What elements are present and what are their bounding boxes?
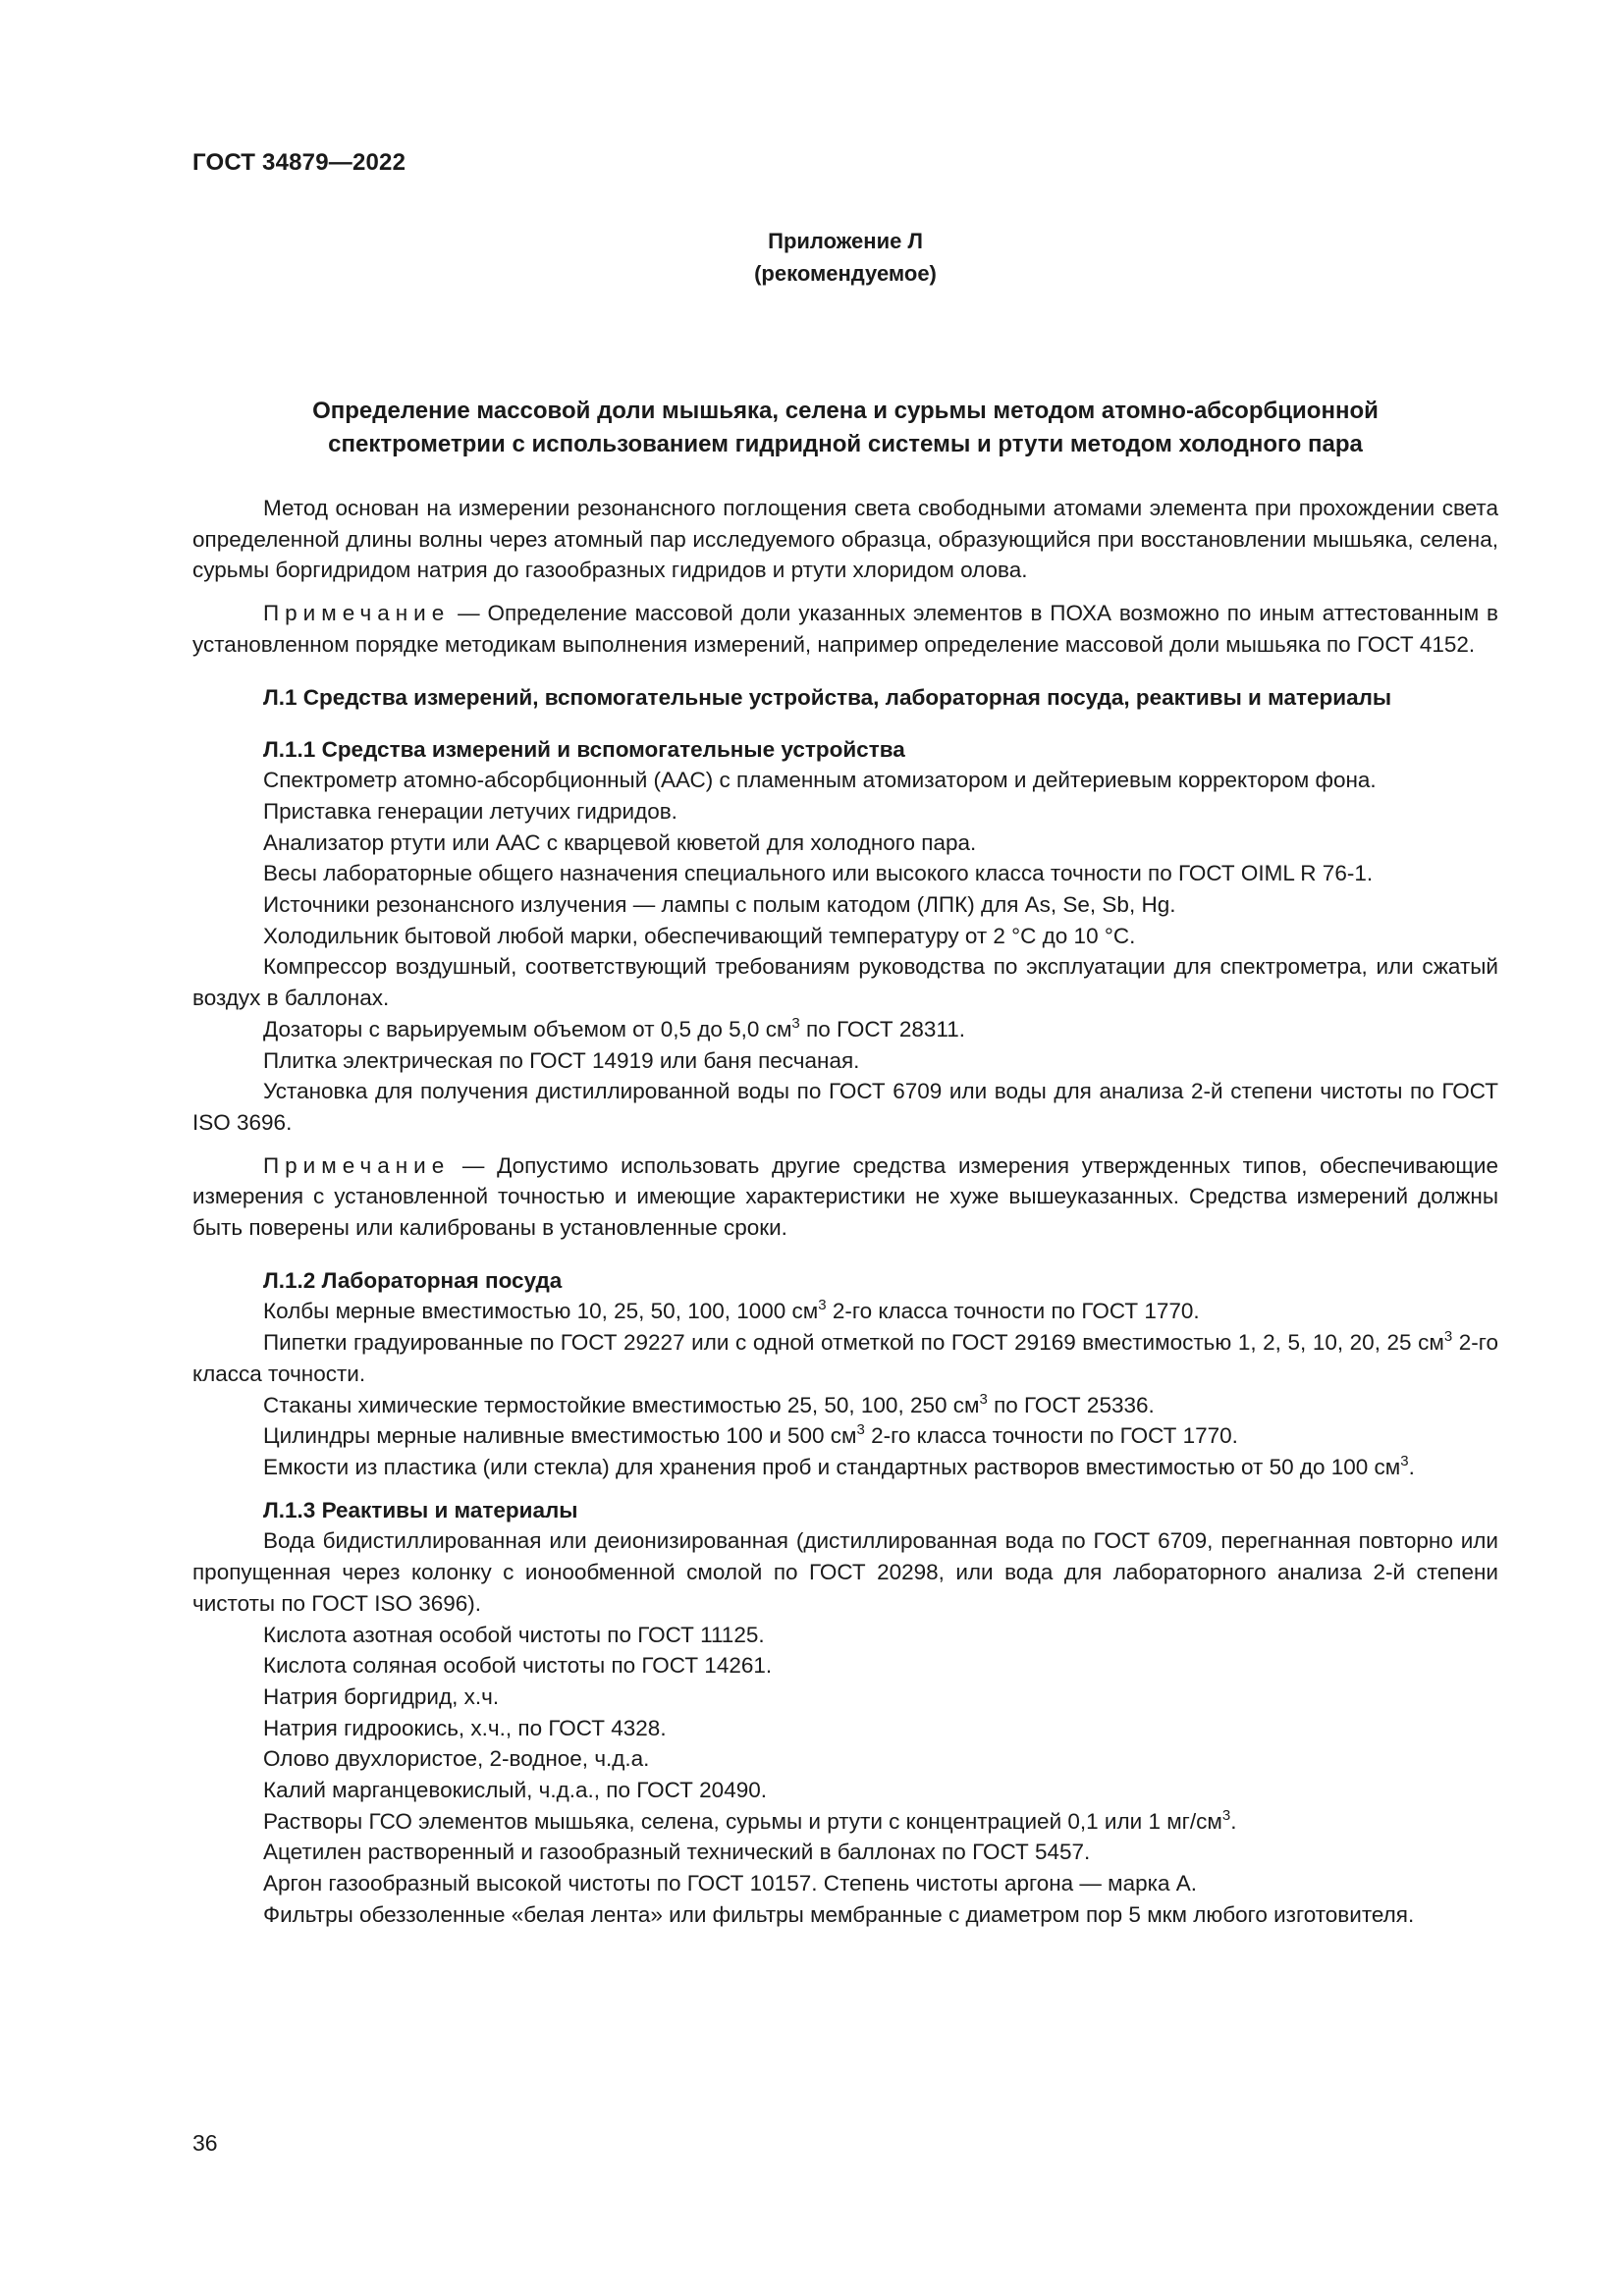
list-item: Емкости из пластика (или стекла) для хранения проб и стандартных растворов вместимостью от 50 до 100 $см^3$. bbox=[263, 1452, 1415, 1479]
list-item: Приставка генерации летучих гидридов. bbox=[263, 798, 677, 824]
section-heading-l1-1: Л.1.1 Средства измерений и вспомогательные устройства bbox=[263, 736, 905, 762]
list-item: Вода бидистиллированная или деионизированная (дистиллированная вода по ГОСТ 6709, перегнанная повторно или пропущенная через колонку с ионообменной смолой по ГОСТ 20298, или вода для лабораторного анализа 2-й степени чистоты по ГОСТ ISO 3696). bbox=[192, 1528, 1498, 1616]
appendix-title: Приложение Л bbox=[768, 229, 923, 253]
list-item: Калий марганцевокислый, ч.д.а., по ГОСТ 20490. bbox=[263, 1778, 767, 1803]
page-number: 36 bbox=[192, 2130, 218, 2156]
list-item: Фильтры обеззоленные «белая лента» или фильтры мембранные с диаметром пор 5 мкм любого изготовителя. bbox=[263, 1901, 1415, 1927]
note-label: Примечание bbox=[263, 601, 451, 626]
list-item: Натрия гидроокись, х.ч., по ГОСТ 4328. bbox=[263, 1715, 667, 1740]
list-item: Пипетки градуированные по ГОСТ 29227 или с одной отметкой по ГОСТ 29169 вместимостью 1, 2, 5, 10, 20, 25 $см^3$ 2-го класса точности. bbox=[192, 1328, 1498, 1386]
list-item: Олово двухлористое, 2-водное, ч.д.а. bbox=[263, 1746, 650, 1772]
intro-note bbox=[192, 598, 1498, 660]
list-item: Компрессор воздушный, соответствующий требованиям руководства по эксплуатации для спектрометра, или сжатый воздух в баллонах. bbox=[192, 954, 1498, 1011]
list-item: Установка для получения дистиллированной воды по ГОСТ 6709 или воды для анализа 2-й степени чистоты по ГОСТ ISO 3696. bbox=[192, 1079, 1498, 1135]
list-item: Кислота азотная особой чистоты по ГОСТ 11125. bbox=[263, 1622, 765, 1647]
list-item: Спектрометр атомно-абсорбционный (ААС) с пламенным атомизатором и дейтериевым корректором фона. bbox=[263, 768, 1377, 793]
note-label: Примечание bbox=[263, 1152, 451, 1178]
document-body bbox=[192, 493, 1498, 1931]
list-item: Кислота соляная особой чистоты по ГОСТ 14261. bbox=[263, 1653, 773, 1679]
main-title-line: спектрометрии с использованием гидридной системы и ртути методом холодного пара bbox=[328, 431, 1363, 457]
list-item: Холодильник бытовой любой марки, обеспечивающий температуру от 2 °С до 10 °С. bbox=[263, 923, 1136, 948]
main-title bbox=[192, 395, 1498, 461]
list-item: Плитка электрическая по ГОСТ 14919 или баня песчаная. bbox=[263, 1047, 860, 1073]
list-item: Источники резонансного излучения — лампы с полым катодом (ЛПК) для As, Se, Sb, Hg. bbox=[263, 892, 1176, 918]
section-note bbox=[192, 1150, 1498, 1244]
standard-designation: ГОСТ 34879—2022 bbox=[192, 149, 406, 176]
list-item: Анализатор ртути или ААС с кварцевой кюветой для холодного пара. bbox=[263, 829, 977, 855]
section-heading-l1: Л.1 Средства измерений, вспомогательные устройства, лабораторная посуда, реактивы и материалы bbox=[263, 684, 1392, 710]
list-item: Дозаторы с варьируемым объемом от 0,5 до 5,0 $см^3$ по ГОСТ 28311. bbox=[263, 1014, 966, 1041]
list-item: Ацетилен растворенный и газообразный технический в баллонах по ГОСТ 5457. bbox=[263, 1840, 1091, 1865]
list-item: Весы лабораторные общего назначения специального или высокого класса точности по ГОСТ OIML R 76-1. bbox=[263, 861, 1374, 886]
list-item: Стаканы химические термостойкие вместимостью 25, 50, 100, 250 $см^3$ по ГОСТ 25336. bbox=[263, 1390, 1155, 1417]
list-item: Цилиндры мерные наливные вместимостью 100 и 500 $см^3$ 2-го класса точности по ГОСТ 1770. bbox=[263, 1421, 1238, 1449]
note-text: — Определение массовой доли указанных элементов в ПОХА возможно по иным аттестованным в установленном порядке методикам выполнения измерений, например определение массовой доли мышьяка по ГОСТ 4152. bbox=[192, 601, 1498, 657]
intro-paragraph: Метод основан на измерении резонансного поглощения света свободными атомами элемента при прохождении света определенной длины волны через атомный пар исследуемого образца, образующийся при восстановлении мышьяка, селена, сурьмы боргидридом натрия до газообразных гидридов и ртути хлоридом олова. bbox=[192, 496, 1498, 583]
section-heading-l1-2: Л.1.2 Лабораторная посуда bbox=[263, 1267, 563, 1293]
section-heading-l1-3: Л.1.3 Реактивы и материалы bbox=[263, 1497, 578, 1522]
list-item: Аргон газообразный высокой чистоты по ГОСТ 10157. Степень чистоты аргона — марка А. bbox=[263, 1871, 1198, 1896]
appendix-type: (рекомендуемое) bbox=[754, 261, 937, 286]
list-item: Растворы ГСО элементов мышьяка, селена, сурьмы и ртути с концентрацией 0,1 или 1 $мг/см^3$. bbox=[263, 1806, 1237, 1834]
list-item: Колбы мерные вместимостью 10, 25, 50, 100, 1000 $см^3$ 2-го класса точности по ГОСТ 1770. bbox=[263, 1297, 1200, 1324]
list-item: Натрия боргидрид, х.ч. bbox=[263, 1683, 500, 1709]
main-title-line: Определение массовой доли мышьяка, селена и сурьмы методом атомно-абсорбционной bbox=[312, 398, 1379, 424]
note-text: — Допустимо использовать другие средства измерения утвержденных типов, обеспечивающие измерения с установленной точностью и имеющие характеристики не хуже вышеуказанных. Средства измерений должны быть поверены или калиброваны в установленные сроки. bbox=[192, 1152, 1498, 1241]
